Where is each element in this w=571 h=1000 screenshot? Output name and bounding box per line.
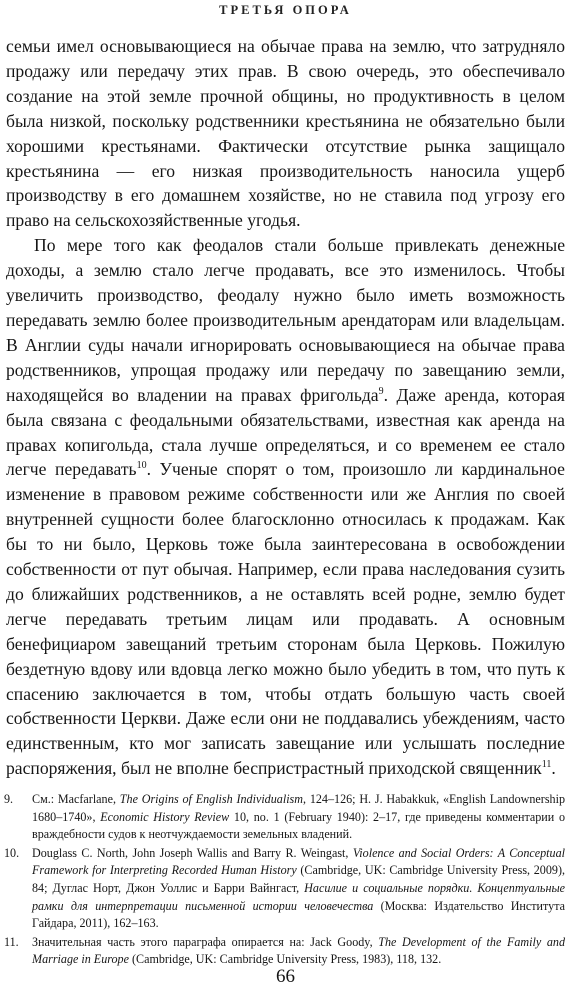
paragraph-2-part-1: По мере того как феодалов стали больше привлекать денежные доходы, а землю стало легче продавать, все это изменилось. Чтобы увеличить производство, феодалу нужно было иметь возможность передавать землю более производительным арендаторам или владельцам. В Англии суды начали игнорировать основывающиеся на обычае права родственников, упрощая продажу или передачу по завещанию земли, находящейся во владении на правах фригольда: [6, 235, 565, 405]
footnote-text-segment: 10, no. 1 (February 1940): 2–17, где приведены комментарии о враждебности судов к неотчуждаемости земельных владений.: [32, 809, 566, 842]
footnote-9: [4, 791, 565, 844]
paragraph-1: семьи имел основывающиеся на обычае права на землю, что затрудняло продажу или передачу этих прав. В свою очередь, это обеспечивало создание на этой земле прочной общины, но продуктивность в целом была низкой, поскольку родственники крестьянина не обязательно были хорошими крестьянами. Фактически отсутствие рынка защищало крестьянина — его низкая производительность наносила ущерб производству в его домашнем хозяйстве, но не ставила под угрозу его право на сельскохозяйственные угодья.: [6, 36, 565, 231]
paragraph-2: [6, 233, 565, 781]
footnote-text-segment: Значительная часть этого параграфа опирается на: Jack Goody,: [32, 934, 379, 949]
footnote-number: 11.: [4, 934, 19, 949]
footnote-text-segment: Douglass C. North, John Joseph Wallis and Barry R. Weingast,: [32, 845, 353, 860]
footnote-text-segment: (Cambridge, UK: Cambridge University Press, 1983), 118, 132.: [128, 952, 442, 967]
footnote-text-segment: (Москва: Издательство Института Гайдара, 2011), 162–163.: [32, 898, 565, 931]
footnotes: [4, 791, 565, 970]
footnote-italic-title: The Origins of English Individualism: [119, 792, 303, 806]
footnote-text-segment: (Cambridge, UK: Cambridge University Press, 2009), 84; Дуглас Норт, Джон Уоллис и Барри Вайнгаст,: [32, 863, 565, 895]
footnote-ref-11: 11: [541, 759, 552, 771]
footnote-ref-10: 10: [136, 460, 147, 472]
footnote-ref-9: 9: [378, 385, 384, 397]
paragraph-2-part-3: . Ученые спорят о том, произошло ли кардинальное изменение в правовом режиме собственности или же Англия по своей внутренней сущности более благосклонно относилась к продажам. Как бы то ни было, Церковь тоже была заинтересована в освобождении собственности от пут обычая. Например, если права наследования сузить до ближайших родственников, а не оставлять всей родне, землю будет легче передавать третьим лицам или продавать. А основным бенефициаром завещаний третьим сторонам была Церковь. Пожилую бездетную вдову или вдовца легко можно было убедить в том, что путь к спасению заключается в том, чтобы отдать большую часть своей собственности Церкви. Даже если они не поддавались убеждениям, часто единственным, кто мог записать завещание или услышать последние распоряжения, был не вполне беспристрастный приходской священник: [6, 459, 565, 779]
paragraph-2-part-2: . Даже аренда, которая была связана с феодальными обязательствами, известная как аренда на правах копигольда, стала лучше определяться, и со временем ее стало легче передавать: [6, 384, 565, 480]
main-text: [6, 34, 565, 781]
footnote-italic-title: Economic History Review: [100, 809, 230, 824]
footnote-11: [4, 934, 565, 969]
paragraph-2-part-4: .: [551, 758, 556, 779]
page-number: 66: [276, 966, 295, 987]
running-head: ТРЕТЬЯ ОПОРА: [219, 3, 352, 17]
footnote-10: [4, 845, 565, 933]
footnote-italic-title: Насилие и социальные порядки. Концептуальные рамки для интерпретации письменной истории человечества: [32, 880, 565, 913]
footnote-number: 9.: [4, 792, 14, 806]
footnote-italic-title: The Development of the Family and Marriage in Europe: [32, 934, 565, 967]
footnote-text-segment: , 124–126; H. J. Habakkuk, «English Landownership 1680–1740»,: [32, 792, 565, 824]
footnote-text-segment: См.: Macfarlane,: [32, 792, 120, 806]
footnote-italic-title: Violence and Social Orders: A Conceptual Framework for Interpreting Recorded Human History: [32, 845, 565, 878]
footnote-number: 10.: [4, 845, 20, 860]
